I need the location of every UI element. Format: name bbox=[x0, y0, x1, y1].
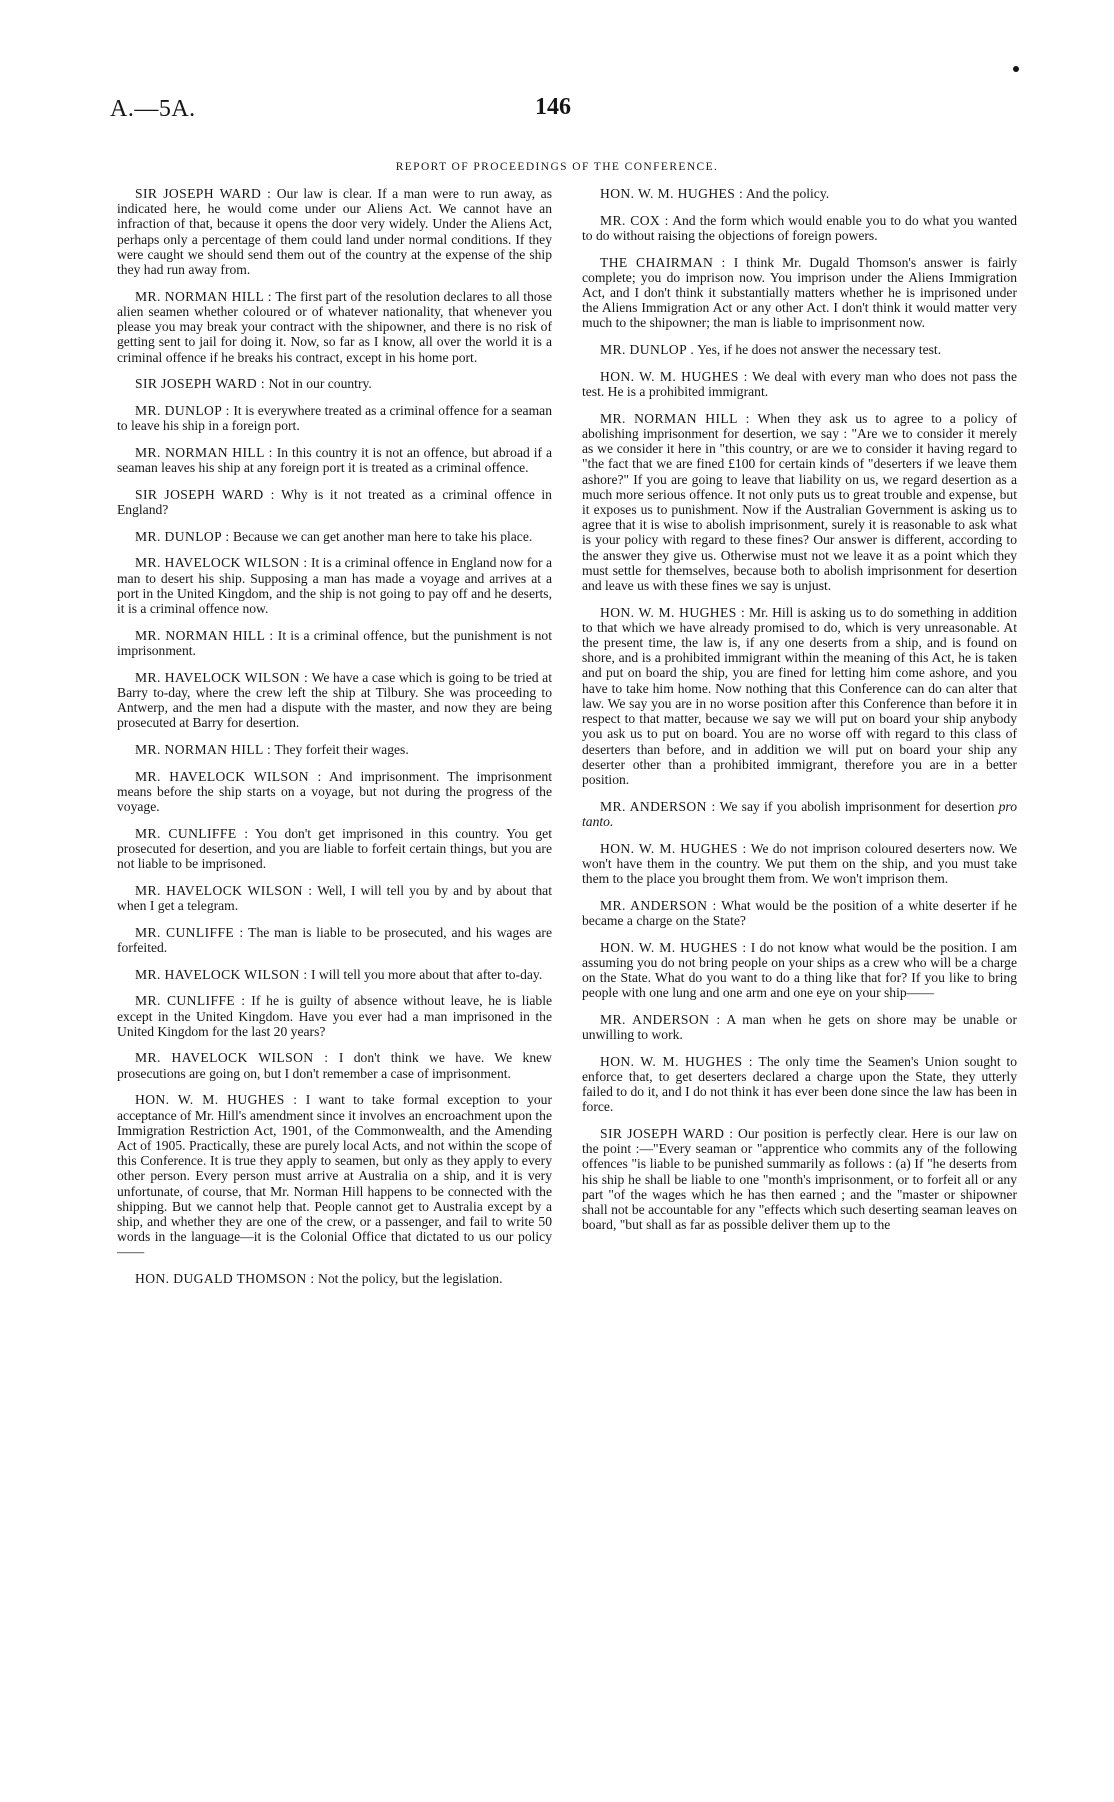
speech-paragraph bbox=[582, 940, 1017, 1001]
running-title: REPORT OF PROCEEDINGS OF THE CONFERENCE. bbox=[395, 161, 719, 173]
speech-text: When they ask us to agree to a policy of abolishing imprisonment for desertion, we say : "Are we to consider it merely as we consider it here in "this country, or are we to consider it having regard to "the fact that we are fined £100 for certain kinds of "deserters if we leave them ashore?" If you are going to leave that liability on us, we regard desertion as a much more serious offence. It not only puts us to great trouble and expense, but it exposes us to punishment. Now if the Australian Government is asking us to agree that it is wise to abolish imprisonment, surely it is reasonable to ask what is your policy with regard to these fines? Our answer is different, according to the answer they give us. Otherwise must not we leave it as a point which they must settle for themselves, because both to abolish imprisonment for desertion and leave us with these fines we say is unjust. bbox=[582, 410, 1017, 593]
left-column bbox=[117, 186, 552, 1298]
speech-paragraph bbox=[582, 213, 1017, 243]
speech-paragraph bbox=[117, 883, 552, 913]
speech-paragraph bbox=[582, 342, 1017, 357]
speech-paragraph bbox=[117, 670, 552, 731]
speech-paragraph bbox=[582, 255, 1017, 331]
speech-text: I do not know what would be the position. I am assuming you do not bring people on your ships as a crew who will be a charge on the State. What do you want to do a thing like that for? If you like to bring people with one lung and one arm and one eye on your ship—— bbox=[582, 939, 1018, 1001]
speech-paragraph bbox=[117, 445, 552, 475]
speech-text: Because we can get another man here to take his place. bbox=[232, 528, 533, 544]
speaker-name: MR. NORMAN HILL : bbox=[135, 741, 272, 757]
speech-text: We do not imprison coloured deserters now. We won't have them in the country. We put them on the ship, and you must take them to the place you brought them from. We won't imprison them. bbox=[582, 840, 1018, 886]
speaker-name: MR. HAVELOCK WILSON : bbox=[135, 669, 309, 685]
speech-text: Well, I will tell you by and by about that when I get a telegram. bbox=[117, 882, 552, 914]
speaker-name: HON. W. M. HUGHES : bbox=[135, 1092, 298, 1108]
speech-text: It is a criminal offence, but the punishment is not imprisonment. bbox=[117, 627, 552, 658]
speech-text: In this country it is not an offence, but abroad if a seaman leaves his ship at any foreign port it is treated as a criminal offence. bbox=[117, 444, 552, 476]
speech-text: What would be the position of a white deserter if he became a charge on the State? bbox=[582, 897, 1017, 928]
speech-text: It is a criminal offence in England now for a man to desert his ship. Supposing a man has made a voyage and arrives at a port in the United Kingdom, and the ship is not going to pay off and he deserts, it is a criminal offence now. bbox=[117, 555, 552, 616]
speech-text: Yes, if he does not answer the necessary test. bbox=[697, 342, 942, 358]
speech-paragraph bbox=[582, 1012, 1017, 1042]
speaker-name: MR. HAVELOCK WILSON : bbox=[135, 1050, 329, 1066]
speech-paragraph bbox=[582, 799, 1017, 829]
speech-text: The man is liable to be prosecuted, and his wages are forfeited. bbox=[117, 924, 552, 955]
speaker-name: MR. HAVELOCK WILSON : bbox=[135, 555, 308, 571]
speech-paragraph bbox=[117, 289, 552, 365]
speaker-name: MR. NORMAN HILL : bbox=[135, 627, 274, 643]
speaker-name: MR. CUNLIFFE : bbox=[135, 825, 249, 841]
speaker-name: MR. NORMAN HILL : bbox=[135, 288, 272, 304]
speaker-name: MR. NORMAN HILL : bbox=[135, 444, 273, 460]
speech-paragraph bbox=[582, 411, 1017, 593]
speech-text: The only time the Seamen's Union sought to enforce that, to get deserters declared a charge upon the State, they utterly failed to do it, and I do not think it has ever been done since the law has been in force. bbox=[582, 1053, 1018, 1115]
speech-text: Not in our country. bbox=[268, 376, 372, 392]
speaker-name: HON. W. M. HUGHES : bbox=[600, 186, 744, 201]
speaker-name: MR. HAVELOCK WILSON : bbox=[135, 966, 308, 982]
speech-paragraph bbox=[582, 841, 1017, 887]
speech-text: Our law is clear. If a man were to run away, as indicated here, he would come under our Aliens Act. We cannot have an infraction of that, because it opens the door very widely. Under the Aliens Act, perhaps only a percentage of them could land under normal conditions. If they were caught we should send them out of the country at the expense of the ship they had run away from. bbox=[117, 186, 552, 278]
speech-paragraph bbox=[117, 1092, 552, 1259]
speech-paragraph bbox=[582, 1126, 1017, 1232]
speaker-name: MR. NORMAN HILL : bbox=[600, 410, 750, 426]
document-reference: A.—5A. bbox=[110, 96, 196, 122]
speaker-name: MR. COX : bbox=[600, 212, 669, 228]
speech-text: A man when he gets on shore may be unable or unwilling to work. bbox=[582, 1011, 1017, 1043]
speaker-name: SIR JOSEPH WARD : bbox=[600, 1126, 734, 1142]
speaker-name: MR. DUNLOP : bbox=[135, 528, 230, 544]
speech-text: It is everywhere treated as a criminal offence for a seaman to leave his ship in a foreign port. bbox=[117, 402, 552, 434]
speaker-name: HON. W. M. HUGHES : bbox=[600, 368, 748, 384]
speaker-name: HON. W. M. HUGHES : bbox=[600, 840, 747, 856]
speech-text: We have a case which is going to be tried at Barry to-day, where the crew left the ship at Tilbury. She was proceeding to Antwerp, and the men had a dispute with the master, and now they are being prosecuted at Barry for desertion. bbox=[117, 669, 552, 731]
speech-text: We deal with every man who does not pass the test. He is a prohibited immigrant. bbox=[582, 368, 1017, 400]
speech-paragraph bbox=[117, 529, 552, 544]
speech-paragraph bbox=[117, 967, 552, 982]
speech-text: I think Mr. Dugald Thomson's answer is fairly complete; you do imprison now. You imprison under the Aliens Immigration Act, and I don't think it substantially matters whether he is imprisoned under the Aliens Immigration Act or any other Act. I don't think it would matter very much to the shipowner; the man is liable to imprisonment now. bbox=[582, 254, 1017, 331]
speech-paragraph bbox=[117, 742, 552, 757]
speaker-name: MR. CUNLIFFE : bbox=[135, 993, 246, 1009]
speech-text: Not the policy, but the legislation. bbox=[318, 1271, 503, 1287]
right-column bbox=[582, 186, 1017, 1244]
speech-paragraph bbox=[582, 369, 1017, 399]
speech-paragraph bbox=[117, 993, 552, 1039]
speech-text: Why is it not treated as a criminal offence in England? bbox=[117, 486, 552, 517]
speaker-name: MR. DUNLOP . bbox=[600, 342, 695, 358]
speech-paragraph bbox=[582, 186, 1017, 201]
speech-text: You don't get imprisoned in this country. You get prosecuted for desertion, and you are liable to forfeit certain things, but you are not liable to be imprisoned. bbox=[117, 825, 552, 872]
speech-paragraph bbox=[117, 826, 552, 872]
speaker-name: SIR JOSEPH WARD : bbox=[135, 376, 266, 392]
speaker-name: MR. HAVELOCK WILSON : bbox=[135, 882, 313, 898]
speaker-name: SIR JOSEPH WARD : bbox=[135, 186, 272, 201]
page-number: 146 bbox=[535, 94, 571, 120]
speaker-name: HON. W. M. HUGHES : bbox=[600, 939, 747, 955]
speaker-name: HON. W. M. HUGHES : bbox=[600, 1053, 753, 1069]
speaker-name: MR. ANDERSON : bbox=[600, 1011, 721, 1027]
speech-paragraph bbox=[117, 487, 552, 517]
speech-paragraph bbox=[117, 1050, 552, 1080]
speech-paragraph bbox=[117, 376, 552, 391]
speech-text: Our position is perfectly clear. Here is our law on the point :—"Every seaman or "apprentice who commits any of the following offences "is liable to be punished summarily as follows : (a) If "he deserts from his ship he shall be liable to one "month's imprisonment, or to forfeit all or any part "of the wages which he has then earned ; and the "master or shipowner shall not be accountable for any "effects which such deserting seaman leaves on board, "but shall as far as possible deliver them up to the bbox=[582, 1126, 1018, 1233]
speech-paragraph bbox=[117, 555, 552, 616]
speaker-name: HON. W. M. HUGHES : bbox=[600, 604, 746, 620]
speaker-name: HON. DUGALD THOMSON : bbox=[135, 1271, 315, 1287]
speech-text: The first part of the resolution declares to all those alien seamen whether coloured or of whatever nationality, that whenever you please you may break your contract with the shipowner, and there is no risk of getting sent to jail for doing it. Now, so far as I know, all over the world it is a criminal offence if he breaks his contract, except in his home port. bbox=[117, 288, 552, 365]
speaker-name: MR. ANDERSON : bbox=[600, 798, 716, 814]
speech-paragraph bbox=[117, 925, 552, 955]
speech-text: I want to take formal exception to your acceptance of Mr. Hill's amendment since it involves an encroachment upon the Immigration Restriction Act, 1901, of the Commonwealth, and the Amending Act of 1905. Practically, these are purely local Acts, and not within the scope of this Conference. It is true they apply to seamen, but only as they apply to every other person. Every person must arrive at Australia on a ship, and it is very unfortunate, of course, that Mr. Norman Hill happens to be connected with the shipping. But we cannot help that. People cannot get to Australia except by a ship, and whether they are one of the crew, or a passenger, and fail to write 50 words in the language—it is the Colonial Office that dictated to us our policy—— bbox=[117, 1092, 552, 1260]
speech-text: I don't think we have. We knew prosecutions are going on, but I don't remember a case of imprisonment. bbox=[117, 1050, 552, 1081]
speaker-name: SIR JOSEPH WARD : bbox=[135, 486, 275, 502]
speaker-name: MR. CUNLIFFE : bbox=[135, 924, 244, 940]
italic-phrase: pro tanto. bbox=[582, 798, 1018, 829]
speech-paragraph bbox=[582, 605, 1017, 787]
speech-text: They forfeit their wages. bbox=[274, 741, 409, 757]
speaker-name: MR. HAVELOCK WILSON : bbox=[135, 768, 322, 784]
page-mark-dot bbox=[1013, 66, 1019, 72]
speech-paragraph bbox=[117, 1271, 552, 1286]
speaker-name: MR. ANDERSON : bbox=[600, 897, 717, 913]
speech-text: And the policy. bbox=[745, 186, 830, 201]
speech-paragraph bbox=[117, 628, 552, 658]
speaker-name: MR. DUNLOP : bbox=[135, 402, 230, 418]
speech-text: And the form which would enable you to do what you wanted to do without raising the objections of foreign powers. bbox=[582, 212, 1017, 243]
speech-text: If he is guilty of absence without leave, he is liable except in the United Kingdom. Have you ever had a man imprisoned in the United Kingdom for the last 20 years? bbox=[117, 993, 552, 1039]
speech-text: I will tell you more about that after to-day. bbox=[310, 966, 543, 982]
speech-text: We say if you abolish imprisonment for desertion bbox=[719, 798, 995, 814]
speech-text: Mr. Hill is asking us to do something in addition to that which we have already promised to do, which is very unreasonable. At the present time, the law is, if any one deserts from a ship, and is found on shore, and is a prohibited immigrant within the meaning of this Act, he is taken and put on board the ship, you are fined for letting him come ashore, and you have to take him home. Now nothing that this Conference can do can alter that law. We say you are in no worse position after this Conference than before it in respect to that matter, because we say we will put on board your ship anybody you ask us to put on board. You are no worse off with regard to this class of deserters than before, and in addition we will put on board your ship any deserter other than a prohibited immigrant, therefore you are in a better position. bbox=[582, 604, 1018, 787]
speech-paragraph bbox=[117, 186, 552, 277]
speech-paragraph bbox=[117, 769, 552, 815]
speech-paragraph bbox=[582, 898, 1017, 928]
speech-paragraph bbox=[582, 1054, 1017, 1115]
speech-paragraph bbox=[117, 403, 552, 433]
speaker-name: THE CHAIRMAN : bbox=[600, 254, 726, 270]
speech-text: And imprisonment. The imprisonment means before the ship starts on a voyage, but not during the progress of the voyage. bbox=[117, 768, 552, 814]
